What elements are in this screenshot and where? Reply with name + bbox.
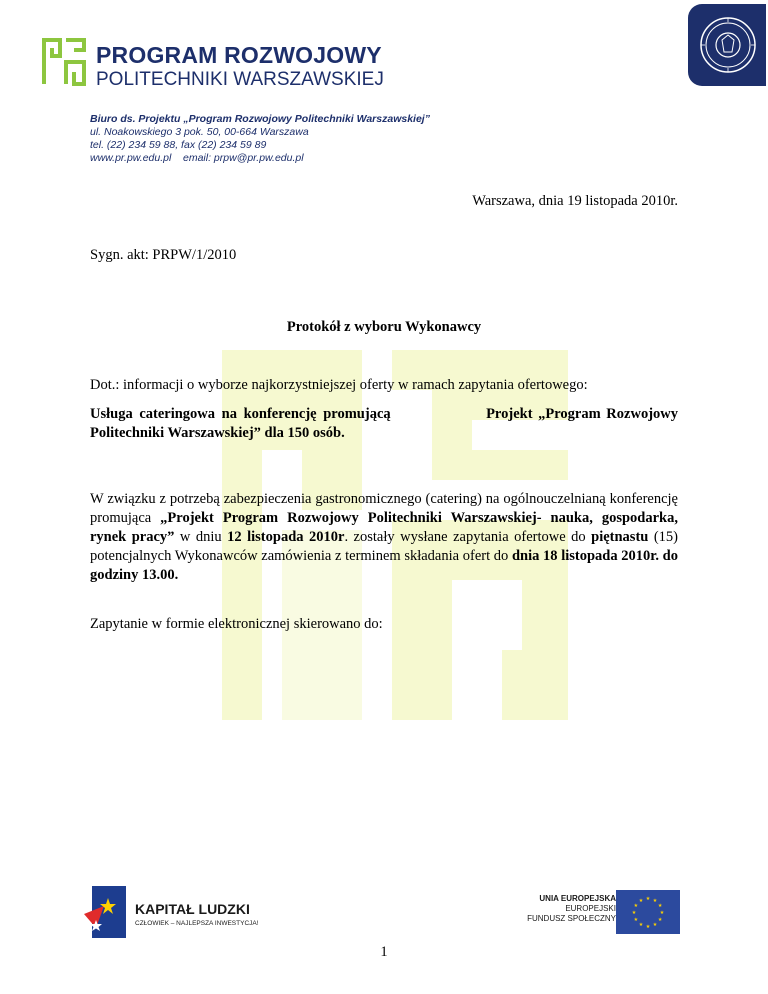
eu-star: ★ [638, 898, 644, 904]
para-text-2: w dniu [174, 529, 228, 545]
eu-fund-label-2: FUNDUSZ SPOŁECZNY [527, 914, 616, 923]
eu-star: ★ [645, 897, 651, 902]
contact-office: Biuro ds. Projektu „Program Rozwojowy Politechniki Warszawskiej” [90, 113, 430, 125]
eu-fund-label-1: EUROPEJSKI [565, 904, 616, 913]
para-count: piętnastu [591, 529, 649, 545]
eu-star: ★ [652, 898, 658, 904]
service-description-right: Projekt „Program Rozwojowy [486, 406, 678, 422]
document-signature: Sygn. akt: PRPW/1/2010 [90, 247, 237, 263]
eu-stars-icon [616, 890, 680, 934]
eu-star: ★ [652, 923, 658, 929]
para-text-3: . zostały wysłane zapytania ofertowe do [344, 529, 592, 545]
kapital-ludzki-title: KAPITAŁ LUDZKI [135, 901, 250, 917]
contact-website: www.pr.pw.edu.pl [90, 152, 172, 164]
document-date: Warszawa, dnia 19 listopada 2010r. [472, 193, 678, 209]
eu-union-label: UNIA EUROPEJSKA [539, 894, 616, 903]
logo-title: PROGRAM ROZWOJOWY [96, 42, 382, 68]
eu-star: ★ [631, 911, 637, 916]
document-title: Protokół z wyboru Wykonawcy [286, 319, 482, 335]
para-send-date: 12 listopada 2010r [227, 529, 345, 545]
service-description-line2: Politechniki Warszawskiej” dla 150 osób. [90, 425, 345, 441]
program-rozwojowy-logo-icon [42, 36, 86, 86]
kapital-ludzki-subtitle: CZŁOWIEK – NAJLEPSZA INWESTYCJA! [135, 920, 259, 927]
eu-star: ★ [645, 925, 651, 930]
service-description-left: Usługa cateringowa na konferencję promującą [90, 406, 391, 422]
electronic-inquiry-line: Zapytanie w formie elektronicznej skierowano do: [90, 616, 383, 632]
contact-web-email [90, 152, 430, 165]
contact-phone: tel. (22) 234 59 88, fax (22) 234 59 89 [90, 139, 267, 151]
para-project-name: „Projekt Program Rozwojowy Politechniki Warszawskiej- nauka, gospodarka, rynek pracy” [90, 510, 678, 545]
para-text-1: W związku z potrzebą zabezpieczenia gastronomicznego (catering) na ogólnouczelnianą konferencję promująca [90, 491, 678, 526]
eu-star: ★ [659, 911, 665, 916]
contact-address: ul. Noakowskiego 3 pok. 50, 00-664 Warszawa [90, 126, 309, 138]
eu-star: ★ [657, 904, 663, 909]
university-seal-badge [688, 4, 766, 86]
contact-email: email: prpw@pr.pw.edu.pl [183, 152, 304, 164]
main-paragraph [90, 490, 678, 585]
contact-block [90, 113, 430, 165]
eu-star: ★ [638, 923, 644, 929]
eu-star: ★ [633, 918, 639, 923]
logo-subtitle: POLITECHNIKI WARSZAWSKIEJ [96, 69, 384, 90]
document-subject: Dot.: informacji o wyborze najkorzystniejszej oferty w ramach zapytania ofertowego: [90, 377, 588, 393]
kapital-ludzki-logo-icon [82, 884, 132, 940]
eu-text-block [527, 894, 616, 924]
para-text-4: (15) potencjalnych Wykonawców zamówienia z terminem składania ofert do [90, 529, 678, 564]
eu-flag-icon [616, 890, 680, 934]
para-deadline: dnia 18 listopada 2010r. do godziny 13.00. [90, 548, 678, 583]
page-number: 1 [380, 944, 388, 960]
eu-star: ★ [633, 904, 639, 909]
university-seal-icon [688, 4, 766, 86]
eu-star: ★ [657, 918, 663, 923]
